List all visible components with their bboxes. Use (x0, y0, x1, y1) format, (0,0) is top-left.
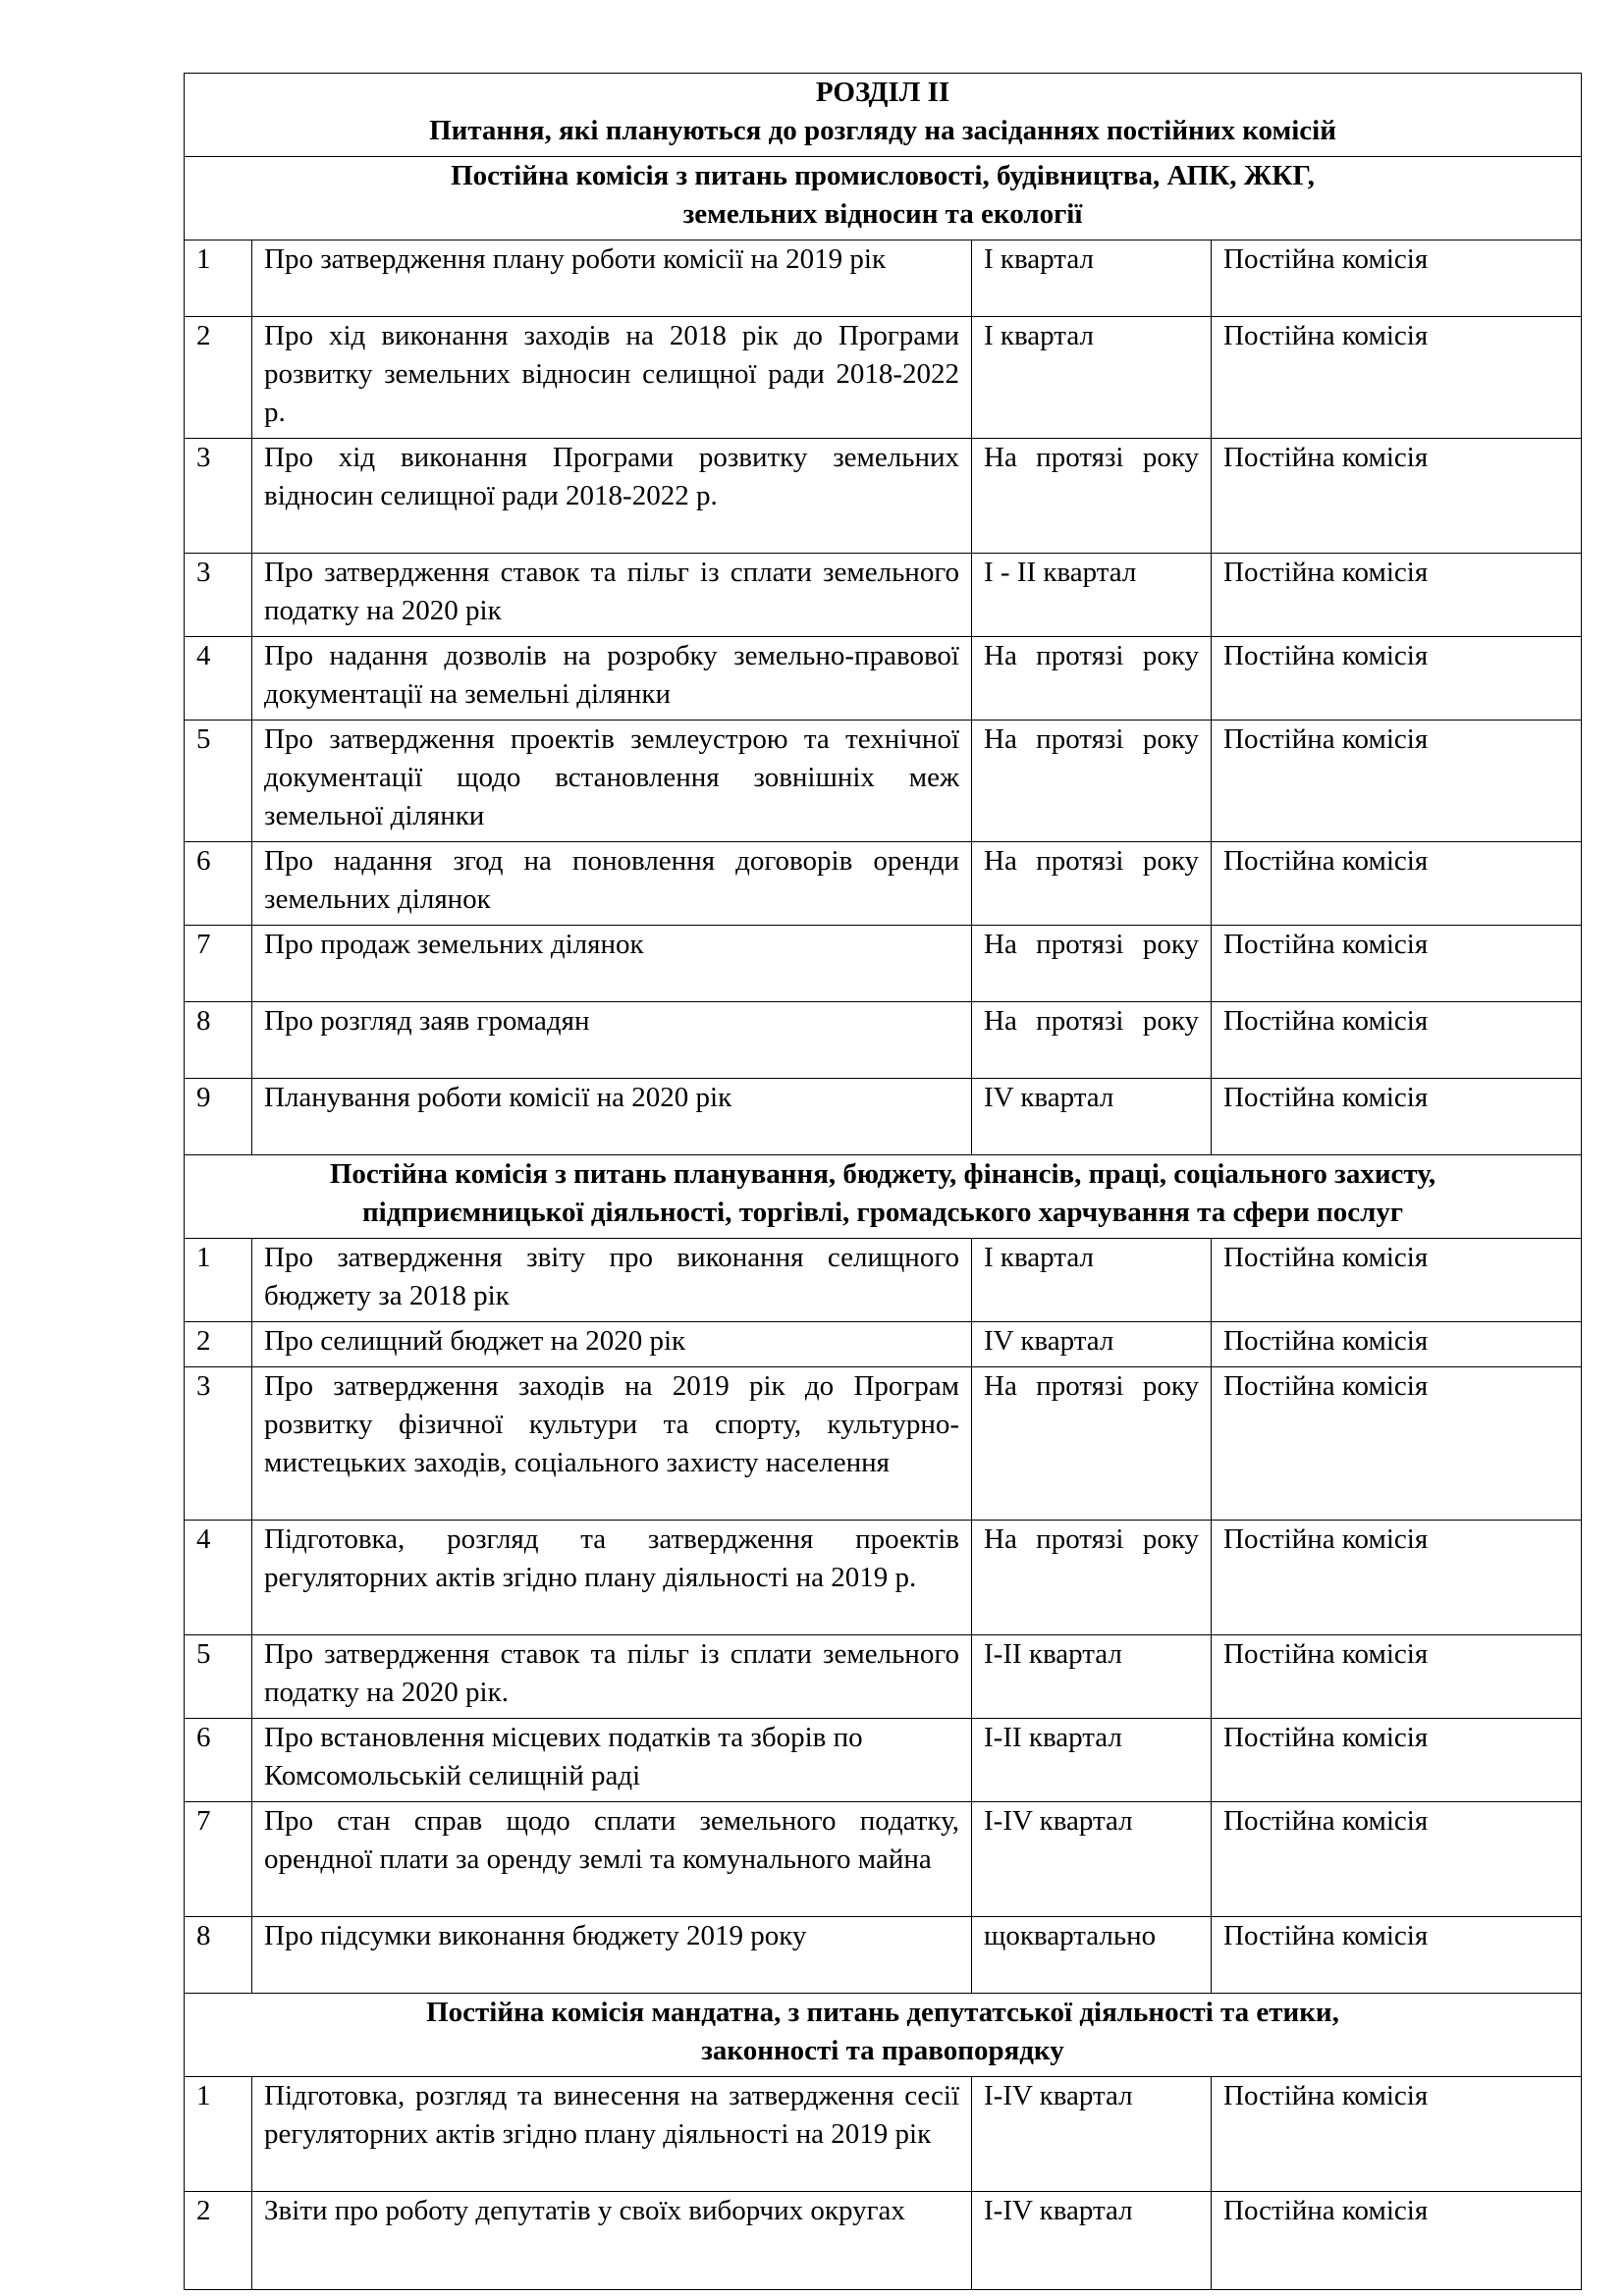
row-term: На протязі року (972, 637, 1212, 721)
commission-title-line: Постійна комісія мандатна, з питань депутатської діяльності та етики, (426, 1997, 1339, 2028)
row-topic: Про розгляд заяв громадян (252, 1002, 972, 1079)
row-responsible: Постійна комісія (1212, 842, 1582, 926)
row-topic: Планування роботи комісії на 2020 рік (252, 1079, 972, 1155)
row-topic: Про надання дозволів на розробку земельно-правової документації на земельні ділянки (252, 637, 972, 721)
row-number: 7 (185, 926, 252, 1002)
row-number: 4 (185, 637, 252, 721)
section-title: РОЗДІЛ ІІ (815, 77, 950, 108)
table-row (185, 1635, 1582, 1719)
row-responsible: Постійна комісія (1212, 1322, 1582, 1367)
row-number: 2 (185, 1322, 252, 1367)
row-number: 1 (185, 1239, 252, 1322)
commission-header-row (185, 157, 1582, 240)
table-row (185, 2192, 1582, 2290)
row-responsible: Постійна комісія (1212, 1635, 1582, 1719)
table-row (185, 1239, 1582, 1322)
row-term: І-ІІ квартал (972, 1719, 1212, 1802)
commission-title-line: підприємницької діяльності, торгівлі, громадського харчування та сфери послуг (361, 1197, 1404, 1228)
row-term: На протязі року (972, 1002, 1212, 1079)
row-topic: Про затвердження ставок та пільг із сплати земельного податку на 2020 рік (252, 554, 972, 637)
row-responsible: Постійна комісія (1212, 2192, 1582, 2290)
row-topic: Про затвердження заходів на 2019 рік до Програм розвитку фізичної культури та спорту, культурно-мистецьких заходів, соціального захисту населення (252, 1367, 972, 1521)
table-row (185, 1079, 1582, 1155)
row-number: 3 (185, 439, 252, 554)
row-responsible: Постійна комісія (1212, 2077, 1582, 2192)
row-topic: Звіти про роботу депутатів у своїх виборчих округах (252, 2192, 972, 2290)
row-number: 5 (185, 1635, 252, 1719)
row-number: 2 (185, 317, 252, 439)
row-term: IV квартал (972, 1322, 1212, 1367)
row-number: 6 (185, 1719, 252, 1802)
table-row (185, 842, 1582, 926)
row-responsible: Постійна комісія (1212, 1239, 1582, 1322)
commission-title (185, 1155, 1582, 1239)
row-term: На протязі року (972, 842, 1212, 926)
row-topic: Про встановлення місцевих податків та зборів по Комсомольській селищній раді (252, 1719, 972, 1802)
row-responsible: Постійна комісія (1212, 1802, 1582, 1917)
commission-title (185, 1994, 1582, 2077)
row-responsible: Постійна комісія (1212, 1002, 1582, 1079)
row-term: І - ІІ квартал (972, 554, 1212, 637)
row-term: На протязі року (972, 1521, 1212, 1635)
table-row (185, 926, 1582, 1002)
table-row (185, 1521, 1582, 1635)
row-topic: Про стан справ щодо сплати земельного податку, орендної плати за оренду землі та комунального майна (252, 1802, 972, 1917)
row-term: І-IV квартал (972, 1802, 1212, 1917)
row-responsible: Постійна комісія (1212, 240, 1582, 317)
row-term: На протязі року (972, 926, 1212, 1002)
row-term: І-IV квартал (972, 2077, 1212, 2192)
table-row (185, 721, 1582, 842)
row-responsible: Постійна комісія (1212, 926, 1582, 1002)
row-term: щоквартально (972, 1917, 1212, 1994)
row-term: На протязі року (972, 721, 1212, 842)
row-topic: Про продаж земельних ділянок (252, 926, 972, 1002)
row-term: На протязі року (972, 439, 1212, 554)
row-responsible: Постійна комісія (1212, 554, 1582, 637)
row-responsible: Постійна комісія (1212, 439, 1582, 554)
row-topic: Про затвердження проектів землеустрою та технічної документації щодо встановлення зовнішніх меж земельної ділянки (252, 721, 972, 842)
table-row (185, 1917, 1582, 1994)
row-number: 9 (185, 1079, 252, 1155)
row-topic: Про затвердження ставок та пільг із сплати земельного податку на 2020 рік. (252, 1635, 972, 1719)
table-row (185, 439, 1582, 554)
table-row (185, 1802, 1582, 1917)
section-header-row (185, 74, 1582, 157)
row-number: 3 (185, 554, 252, 637)
row-term: І квартал (972, 1239, 1212, 1322)
commission-title-line: Постійна комісія з питань промисловості, будівництва, АПК, ЖКГ, (451, 160, 1315, 191)
row-number: 1 (185, 2077, 252, 2192)
table-row (185, 240, 1582, 317)
row-topic: Про хід виконання Програми розвитку земельних відносин селищної ради 2018-2022 р. (252, 439, 972, 554)
commission-title (185, 157, 1582, 240)
row-term: І квартал (972, 317, 1212, 439)
row-number: 1 (185, 240, 252, 317)
table-row (185, 1367, 1582, 1521)
row-number: 4 (185, 1521, 252, 1635)
row-topic: Про затвердження плану роботи комісії на 2019 рік (252, 240, 972, 317)
table-row (185, 1322, 1582, 1367)
commission-header-row (185, 1155, 1582, 1239)
table-row (185, 317, 1582, 439)
table-row (185, 637, 1582, 721)
row-responsible: Постійна комісія (1212, 1079, 1582, 1155)
row-responsible: Постійна комісія (1212, 637, 1582, 721)
commission-title-line: Постійна комісія з питань планування, бюджету, фінансів, праці, соціального захисту, (329, 1158, 1436, 1190)
row-responsible: Постійна комісія (1212, 721, 1582, 842)
commission-title-line: земельних відносин та екології (682, 198, 1083, 230)
row-responsible: Постійна комісія (1212, 1521, 1582, 1635)
row-number: 7 (185, 1802, 252, 1917)
row-term: І-IV квартал (972, 2192, 1212, 2290)
row-responsible: Постійна комісія (1212, 1367, 1582, 1521)
row-number: 2 (185, 2192, 252, 2290)
table-row (185, 2077, 1582, 2192)
row-term: І-ІІ квартал (972, 1635, 1212, 1719)
row-term: IV квартал (972, 1079, 1212, 1155)
section-subtitle: Питання, які плануються до розгляду на засіданнях постійних комісій (429, 115, 1336, 146)
table-row (185, 1002, 1582, 1079)
row-number: 3 (185, 1367, 252, 1521)
table-row (185, 554, 1582, 637)
row-number: 8 (185, 1002, 252, 1079)
section-header (185, 74, 1582, 157)
row-topic: Про затвердження звіту про виконання селищного бюджету за 2018 рік (252, 1239, 972, 1322)
commission-header-row (185, 1994, 1582, 2077)
row-responsible: Постійна комісія (1212, 1719, 1582, 1802)
row-term: І квартал (972, 240, 1212, 317)
row-topic: Про підсумки виконання бюджету 2019 року (252, 1917, 972, 1994)
row-responsible: Постійна комісія (1212, 1917, 1582, 1994)
row-topic: Підготовка, розгляд та винесення на затвердження сесії регуляторних актів згідно плану діяльності на 2019 рік (252, 2077, 972, 2192)
row-number: 8 (185, 1917, 252, 1994)
row-topic: Про селищний бюджет на 2020 рік (252, 1322, 972, 1367)
table-row (185, 1719, 1582, 1802)
plan-table (184, 73, 1582, 2290)
row-term: На протязі року (972, 1367, 1212, 1521)
row-responsible: Постійна комісія (1212, 317, 1582, 439)
row-topic: Підготовка, розгляд та затвердження проектів регуляторних актів згідно плану діяльності на 2019 р. (252, 1521, 972, 1635)
row-topic: Про хід виконання заходів на 2018 рік до Програми розвитку земельних відносин селищної ради 2018-2022 р. (252, 317, 972, 439)
row-number: 5 (185, 721, 252, 842)
row-topic: Про надання згод на поновлення договорів оренди земельних ділянок (252, 842, 972, 926)
commission-title-line: законності та правопорядку (701, 2035, 1064, 2066)
row-number: 6 (185, 842, 252, 926)
